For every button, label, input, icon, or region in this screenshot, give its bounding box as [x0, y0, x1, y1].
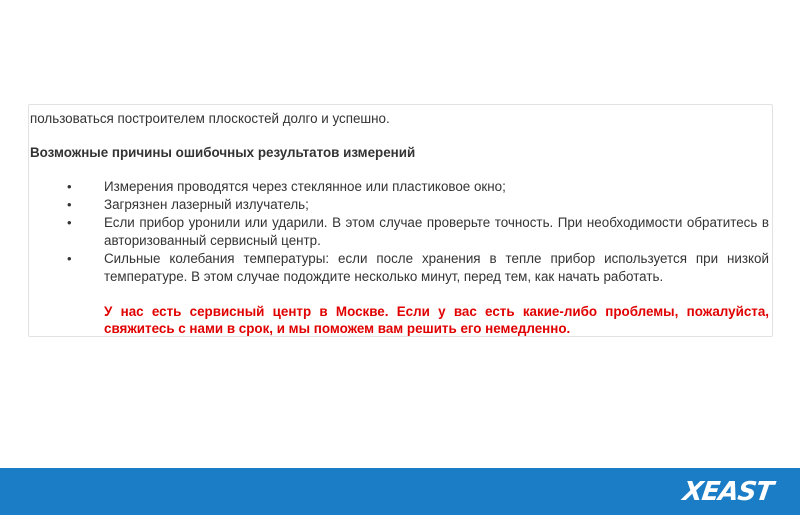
list-item-text: Если прибор уронили или ударили. В этом случае проверьте точность. При необходимости обратитесь в авторизованный сервисный центр.	[104, 215, 769, 248]
list-item	[29, 214, 769, 250]
intro-text: пользоваться построителем плоскостей долго и успешно.	[30, 111, 390, 126]
list-item	[29, 250, 769, 286]
document-panel	[28, 104, 773, 337]
causes-list	[29, 178, 769, 286]
list-item-text: Сильные колебания температуры: если после хранения в тепле прибор используется при низкой температуре. В этом случае подождите несколько минут, перед тем, как начать работать.	[104, 251, 769, 284]
brand-logo: XEAST	[680, 477, 775, 507]
bullet-icon: •	[67, 215, 72, 230]
bullet-icon: •	[67, 251, 72, 266]
list-item-text: Измерения проводятся через стеклянное или пластиковое окно;	[104, 179, 506, 194]
footer-bar	[0, 468, 800, 515]
list-item-text: Загрязнен лазерный излучатель;	[104, 197, 309, 212]
bullet-icon: •	[67, 179, 72, 194]
section-heading: Возможные причины ошибочных результатов измерений	[30, 145, 416, 160]
service-center-notice: У нас есть сервисный центр в Москве. Если у вас есть какие-либо проблемы, пожалуйста, свяжитесь с нами в срок, и мы поможем вам решить его немедленно.	[104, 304, 769, 336]
bullet-icon: •	[67, 197, 72, 212]
list-item	[29, 178, 769, 196]
list-item	[29, 196, 769, 214]
